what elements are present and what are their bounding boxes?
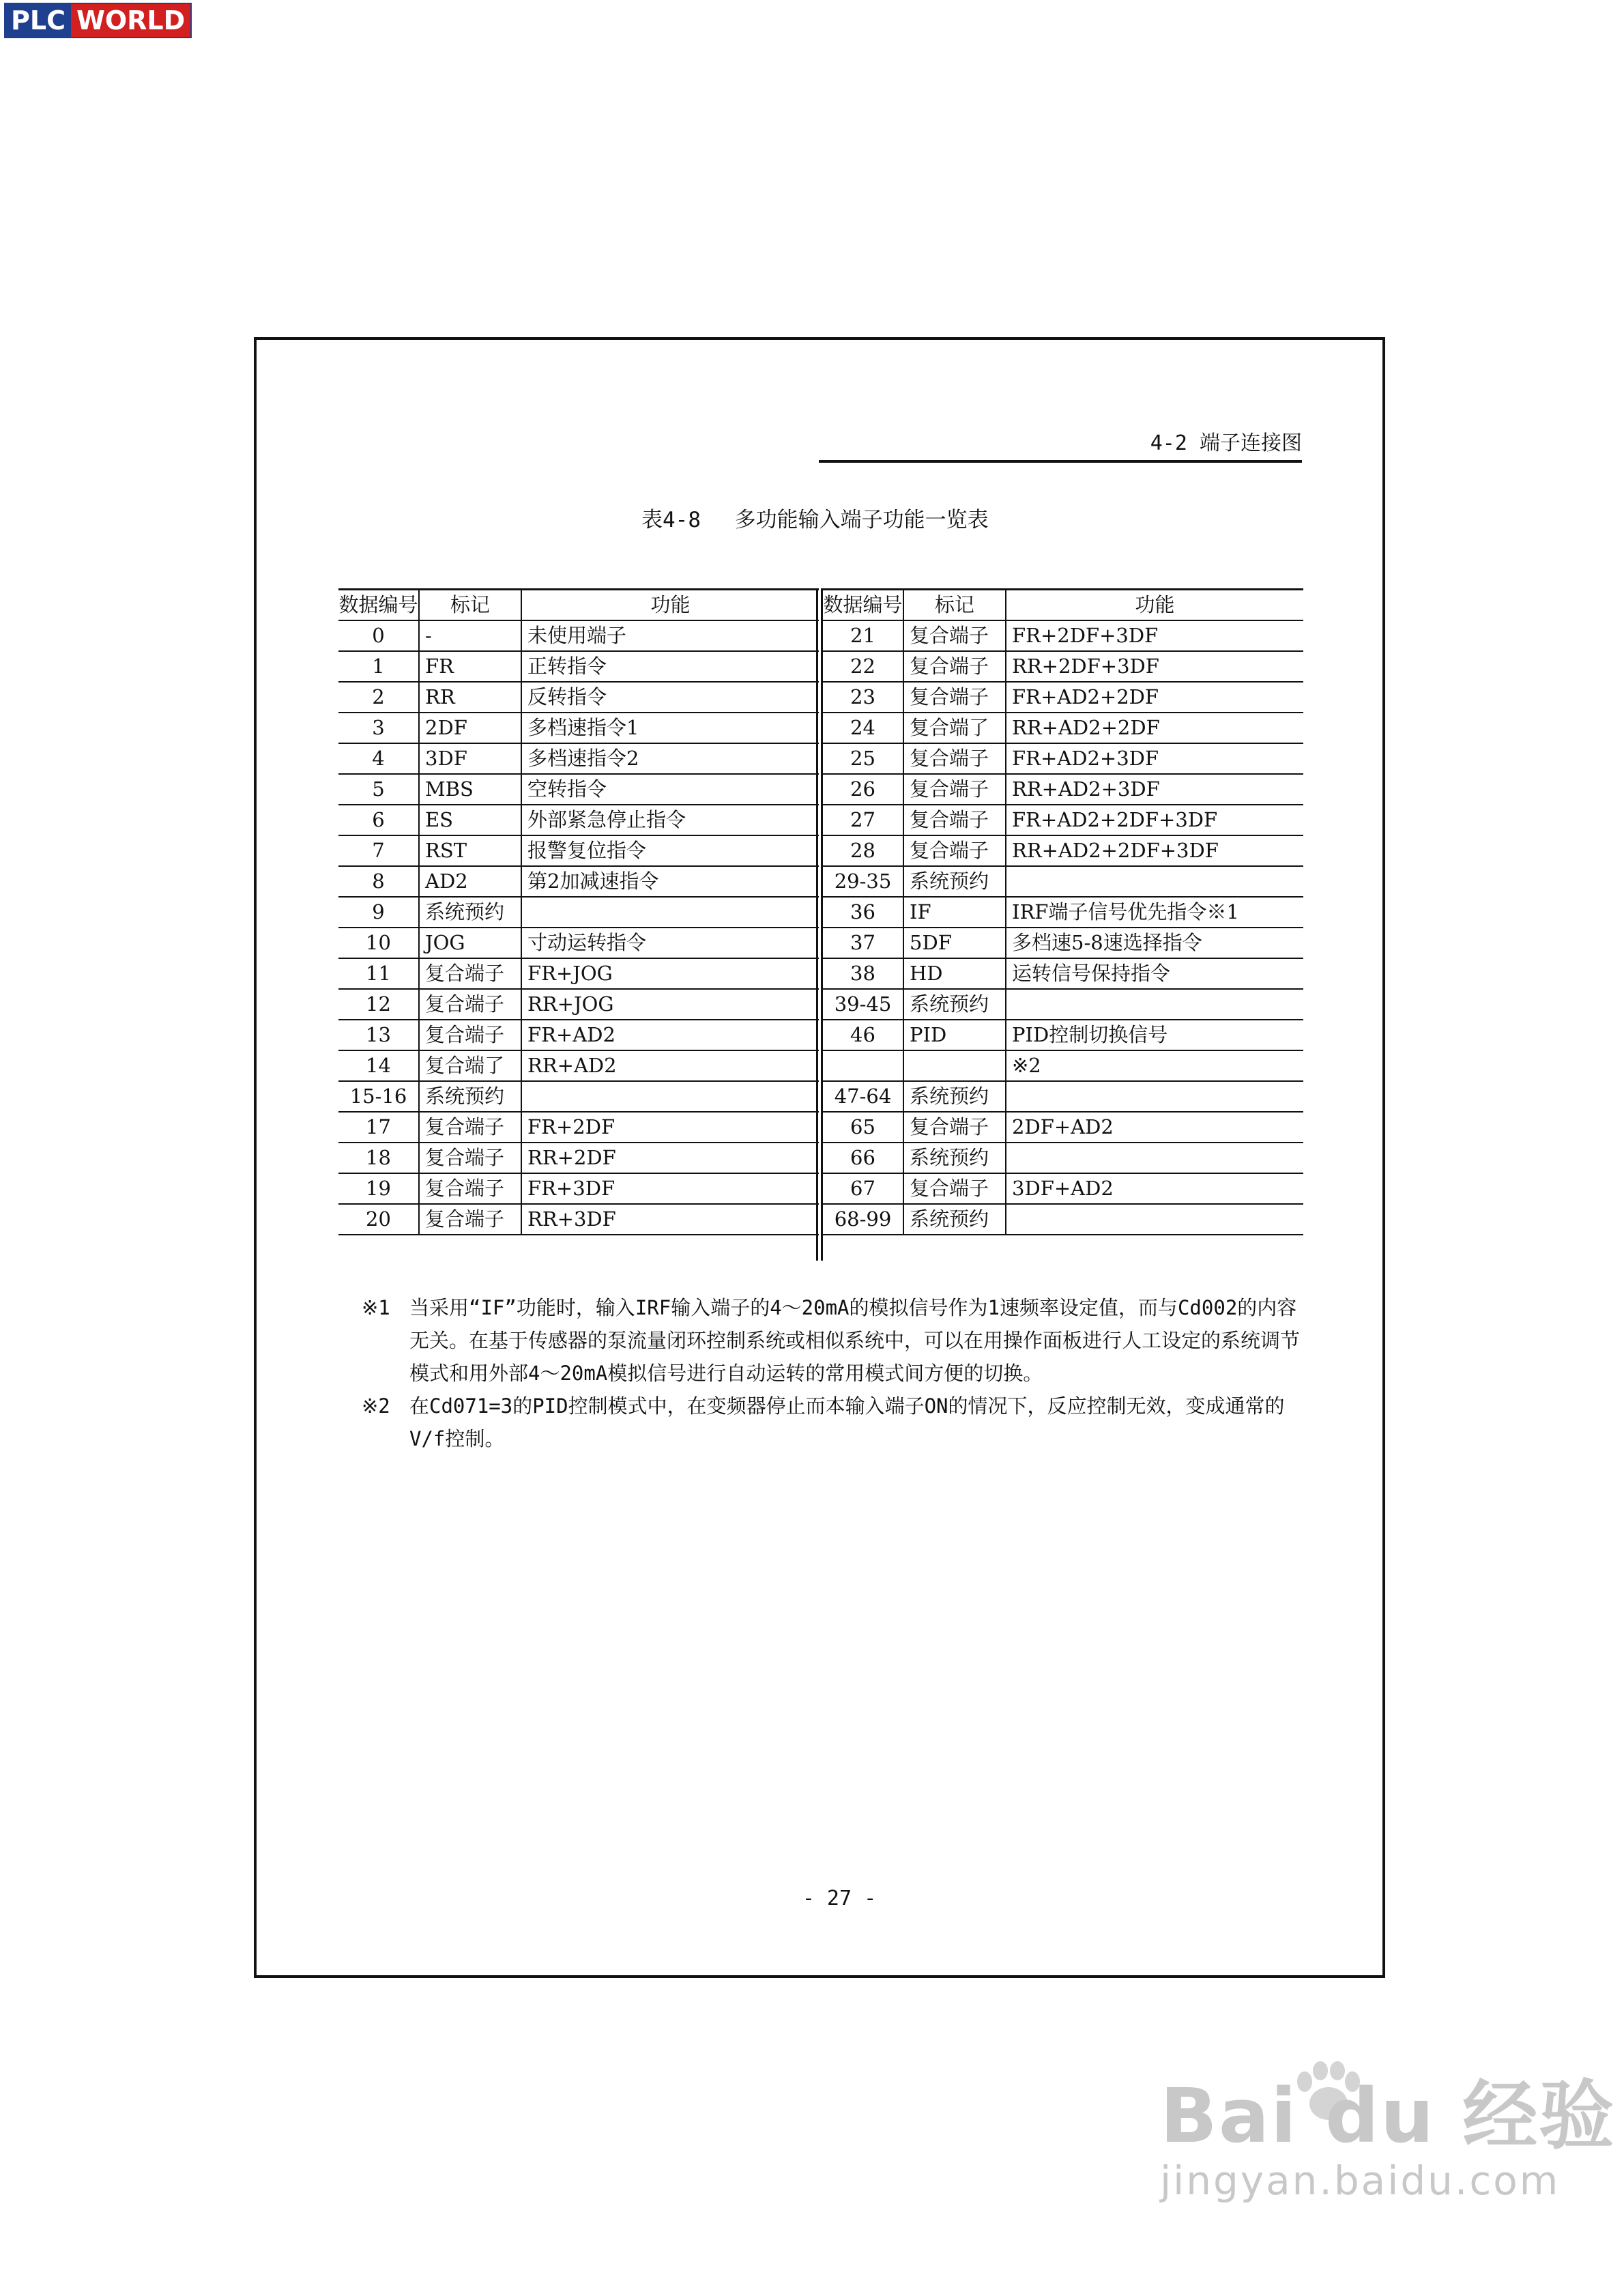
table-row (823, 897, 1303, 928)
cell-number: 18 (338, 1143, 419, 1173)
table-row (823, 805, 1303, 835)
footnote-text: 在Cd071=3的PID控制模式中，在变频器停止而本输入端子ON的情况下，反应控制无效，变成通常的V/f控制。 (409, 1394, 1285, 1450)
cell-function (1006, 1204, 1303, 1235)
cell-number: 67 (823, 1173, 903, 1204)
table-row (823, 1112, 1303, 1143)
table-row (338, 1081, 819, 1112)
header-function: 功能 (521, 590, 819, 621)
cell-function: FR+AD2 (521, 1020, 819, 1050)
cell-function: FR+2DF (521, 1112, 819, 1143)
cell-mark: 复合端子 (903, 1112, 1006, 1143)
cell-number: 21 (823, 620, 903, 651)
cell-function (521, 897, 819, 928)
table-row (823, 1020, 1303, 1050)
cell-mark: RST (419, 835, 521, 866)
table-row (338, 743, 819, 774)
cell-function: IRF端子信号优先指令※1 (1006, 897, 1303, 928)
cell-mark: RR (419, 682, 521, 713)
cell-number: 47-64 (823, 1081, 903, 1112)
cell-function: RR+2DF+3DF (1006, 651, 1303, 682)
table-row (823, 1204, 1303, 1235)
cell-function (1006, 1081, 1303, 1112)
cell-mark: 5DF (903, 928, 1006, 958)
cell-mark: PID (903, 1020, 1006, 1050)
page-number: - 27 - (802, 1886, 877, 1910)
cell-function (1006, 1143, 1303, 1173)
table-row (338, 1020, 819, 1050)
cell-number: 27 (823, 805, 903, 835)
table-row (338, 774, 819, 805)
cell-function: 3DF+AD2 (1006, 1173, 1303, 1204)
cell-function: FR+2DF+3DF (1006, 620, 1303, 651)
cell-mark: 2DF (419, 713, 521, 743)
cell-mark: 复合端子 (419, 989, 521, 1020)
cell-number: 39-45 (823, 989, 903, 1020)
cell-function (1006, 866, 1303, 897)
cell-mark: 系统预约 (903, 1204, 1006, 1235)
cell-function: 反转指令 (521, 682, 819, 713)
cell-number: 7 (338, 835, 419, 866)
cell-number: 15-16 (338, 1081, 419, 1112)
cell-function: RR+3DF (521, 1204, 819, 1235)
cell-function: 寸动运转指令 (521, 928, 819, 958)
cell-function: 运转信号保持指令 (1006, 958, 1303, 989)
cell-mark: 复合端子 (903, 682, 1006, 713)
cell-mark: JOG (419, 928, 521, 958)
cell-mark: AD2 (419, 866, 521, 897)
cell-function: RR+2DF (521, 1143, 819, 1173)
cell-function: RR+AD2+2DF (1006, 713, 1303, 743)
cell-number: 2 (338, 682, 419, 713)
table-row (823, 1081, 1303, 1112)
section-rule (819, 460, 1302, 463)
cell-number: 10 (338, 928, 419, 958)
cell-function: 正转指令 (521, 651, 819, 682)
logo-part1: PLC (5, 4, 71, 37)
cell-mark: 系统预约 (419, 897, 521, 928)
footnote-text: 当采用“IF”功能时，输入IRF输入端子的4～20mA的模拟信号作为1速频率设定值，而与Cd002的内容无关。在基于传感器的泵流量闭环控制系统或相似系统中，可以在用操作面板进行人工设定的系统调节模式和用外部4～20mA模拟信号进行自动运转的常用模式间方便的切换。 (409, 1296, 1301, 1385)
cell-function: RR+JOG (521, 989, 819, 1020)
cell-mark: 系统预约 (903, 866, 1006, 897)
table-row (823, 1050, 1303, 1081)
cell-mark: 复合端子 (903, 835, 1006, 866)
table-row (823, 682, 1303, 713)
cell-number: 20 (338, 1204, 419, 1235)
table-row (338, 1204, 819, 1235)
cell-function: 多档速指令1 (521, 713, 819, 743)
cell-number: 19 (338, 1173, 419, 1204)
cell-function: 多档速5-8速选择指令 (1006, 928, 1303, 958)
cell-number: 9 (338, 897, 419, 928)
function-table-right (823, 588, 1303, 1235)
footnote-mark: ※1 (362, 1296, 390, 1319)
cell-mark: 系统预约 (903, 1081, 1006, 1112)
footnote (362, 1291, 1303, 1390)
plcworld-logo (4, 3, 192, 38)
cell-function: 未使用端子 (521, 620, 819, 651)
cell-mark: ES (419, 805, 521, 835)
cell-function: FR+AD2+3DF (1006, 743, 1303, 774)
cell-number: 68-99 (823, 1204, 903, 1235)
table-row (338, 958, 819, 989)
cell-function: RR+AD2+2DF+3DF (1006, 835, 1303, 866)
cell-mark: 3DF (419, 743, 521, 774)
table-row (823, 1143, 1303, 1173)
table-row (823, 713, 1303, 743)
logo-part2: WORLD (71, 4, 190, 37)
cell-function: 2DF+AD2 (1006, 1112, 1303, 1143)
table-row (823, 866, 1303, 897)
cell-mark: - (419, 620, 521, 651)
cell-number: 29-35 (823, 866, 903, 897)
table-row (823, 774, 1303, 805)
cell-number: 14 (338, 1050, 419, 1081)
header-mark: 标记 (903, 590, 1006, 621)
cell-function: 外部紧急停止指令 (521, 805, 819, 835)
cell-mark: 复合端子 (419, 1020, 521, 1050)
cell-number: 0 (338, 620, 419, 651)
cell-function: 报警复位指令 (521, 835, 819, 866)
cell-function: FR+AD2+2DF+3DF (1006, 805, 1303, 835)
cell-mark (903, 1050, 1006, 1081)
cell-number: 11 (338, 958, 419, 989)
cell-mark: 系统预约 (903, 1143, 1006, 1173)
cell-function: FR+3DF (521, 1173, 819, 1204)
cell-mark: 复合端了 (903, 713, 1006, 743)
cell-function: 第2加减速指令 (521, 866, 819, 897)
table-row (823, 743, 1303, 774)
header-mark: 标记 (419, 590, 521, 621)
watermark-url: jingyan.baidu.com (1160, 2157, 1561, 2204)
cell-mark: 复合端子 (903, 743, 1006, 774)
footnote-mark: ※2 (362, 1394, 390, 1418)
cell-number: 38 (823, 958, 903, 989)
table-divider (816, 588, 818, 1261)
cell-number: 65 (823, 1112, 903, 1143)
table-caption: 表4-8 多功能输入端子功能一览表 (641, 508, 989, 532)
header-number: 数据编号 (823, 590, 903, 621)
table-row (338, 713, 819, 743)
cell-function: FR+AD2+2DF (1006, 682, 1303, 713)
table-divider (821, 588, 823, 1261)
cell-number: 12 (338, 989, 419, 1020)
cell-function (1006, 989, 1303, 1020)
cell-mark: 复合端子 (419, 1112, 521, 1143)
cell-number: 25 (823, 743, 903, 774)
cell-mark: MBS (419, 774, 521, 805)
table-header-row (338, 590, 819, 621)
table-row (823, 651, 1303, 682)
cell-number: 13 (338, 1020, 419, 1050)
cell-mark: IF (903, 897, 1006, 928)
cell-mark: 复合端子 (903, 774, 1006, 805)
cell-mark: 复合端子 (903, 1173, 1006, 1204)
cell-mark: 复合端子 (419, 1204, 521, 1235)
cell-mark: 复合端子 (419, 1143, 521, 1173)
cell-mark: 复合端子 (419, 1173, 521, 1204)
table-row (823, 1173, 1303, 1204)
cell-number: 28 (823, 835, 903, 866)
cell-function: 空转指令 (521, 774, 819, 805)
cell-number: 1 (338, 651, 419, 682)
header-number: 数据编号 (338, 590, 419, 621)
cell-mark: FR (419, 651, 521, 682)
cell-number: 8 (338, 866, 419, 897)
cell-mark: 复合端子 (903, 620, 1006, 651)
table-row (823, 835, 1303, 866)
table-row (823, 928, 1303, 958)
table-row (823, 620, 1303, 651)
table-row (338, 1173, 819, 1204)
cell-mark: 复合端子 (419, 958, 521, 989)
cell-number: 5 (338, 774, 419, 805)
cell-function: RR+AD2 (521, 1050, 819, 1081)
cell-mark: 复合端子 (903, 651, 1006, 682)
baidu-watermark (1160, 2072, 1616, 2205)
table-row (338, 1143, 819, 1173)
table-row (338, 620, 819, 651)
cell-number: 66 (823, 1143, 903, 1173)
cell-number: 3 (338, 713, 419, 743)
table-row (338, 682, 819, 713)
table-header-row (823, 590, 1303, 621)
cell-number: 22 (823, 651, 903, 682)
cell-function: ※2 (1006, 1050, 1303, 1081)
table-row (338, 866, 819, 897)
table-row (338, 805, 819, 835)
table-row (338, 897, 819, 928)
footnote (362, 1390, 1303, 1455)
cell-number: 4 (338, 743, 419, 774)
table-row (338, 928, 819, 958)
cell-function: RR+AD2+3DF (1006, 774, 1303, 805)
cell-mark: HD (903, 958, 1006, 989)
cell-number (823, 1050, 903, 1081)
header-function: 功能 (1006, 590, 1303, 621)
cell-number: 37 (823, 928, 903, 958)
table-row (338, 1050, 819, 1081)
cell-number: 17 (338, 1112, 419, 1143)
footnotes (362, 1291, 1303, 1455)
cell-mark: 复合端子 (903, 805, 1006, 835)
cell-number: 23 (823, 682, 903, 713)
cell-number: 24 (823, 713, 903, 743)
table-row (338, 651, 819, 682)
cell-number: 46 (823, 1020, 903, 1050)
table-row (338, 1112, 819, 1143)
cell-mark: 系统预约 (419, 1081, 521, 1112)
cell-number: 6 (338, 805, 419, 835)
table-row (823, 989, 1303, 1020)
table-row (823, 958, 1303, 989)
cell-mark: 复合端了 (419, 1050, 521, 1081)
section-header: 4-2 端子连接图 (1150, 431, 1302, 455)
cell-number: 26 (823, 774, 903, 805)
cell-function: FR+JOG (521, 958, 819, 989)
function-table-left (338, 588, 819, 1235)
table-row (338, 835, 819, 866)
cell-function: 多档速指令2 (521, 743, 819, 774)
cell-number: 36 (823, 897, 903, 928)
cell-mark: 系统预约 (903, 989, 1006, 1020)
cell-function (521, 1081, 819, 1112)
watermark-main: Bai du 经验 (1160, 2072, 1616, 2159)
table-row (338, 989, 819, 1020)
cell-function: PID控制切换信号 (1006, 1020, 1303, 1050)
